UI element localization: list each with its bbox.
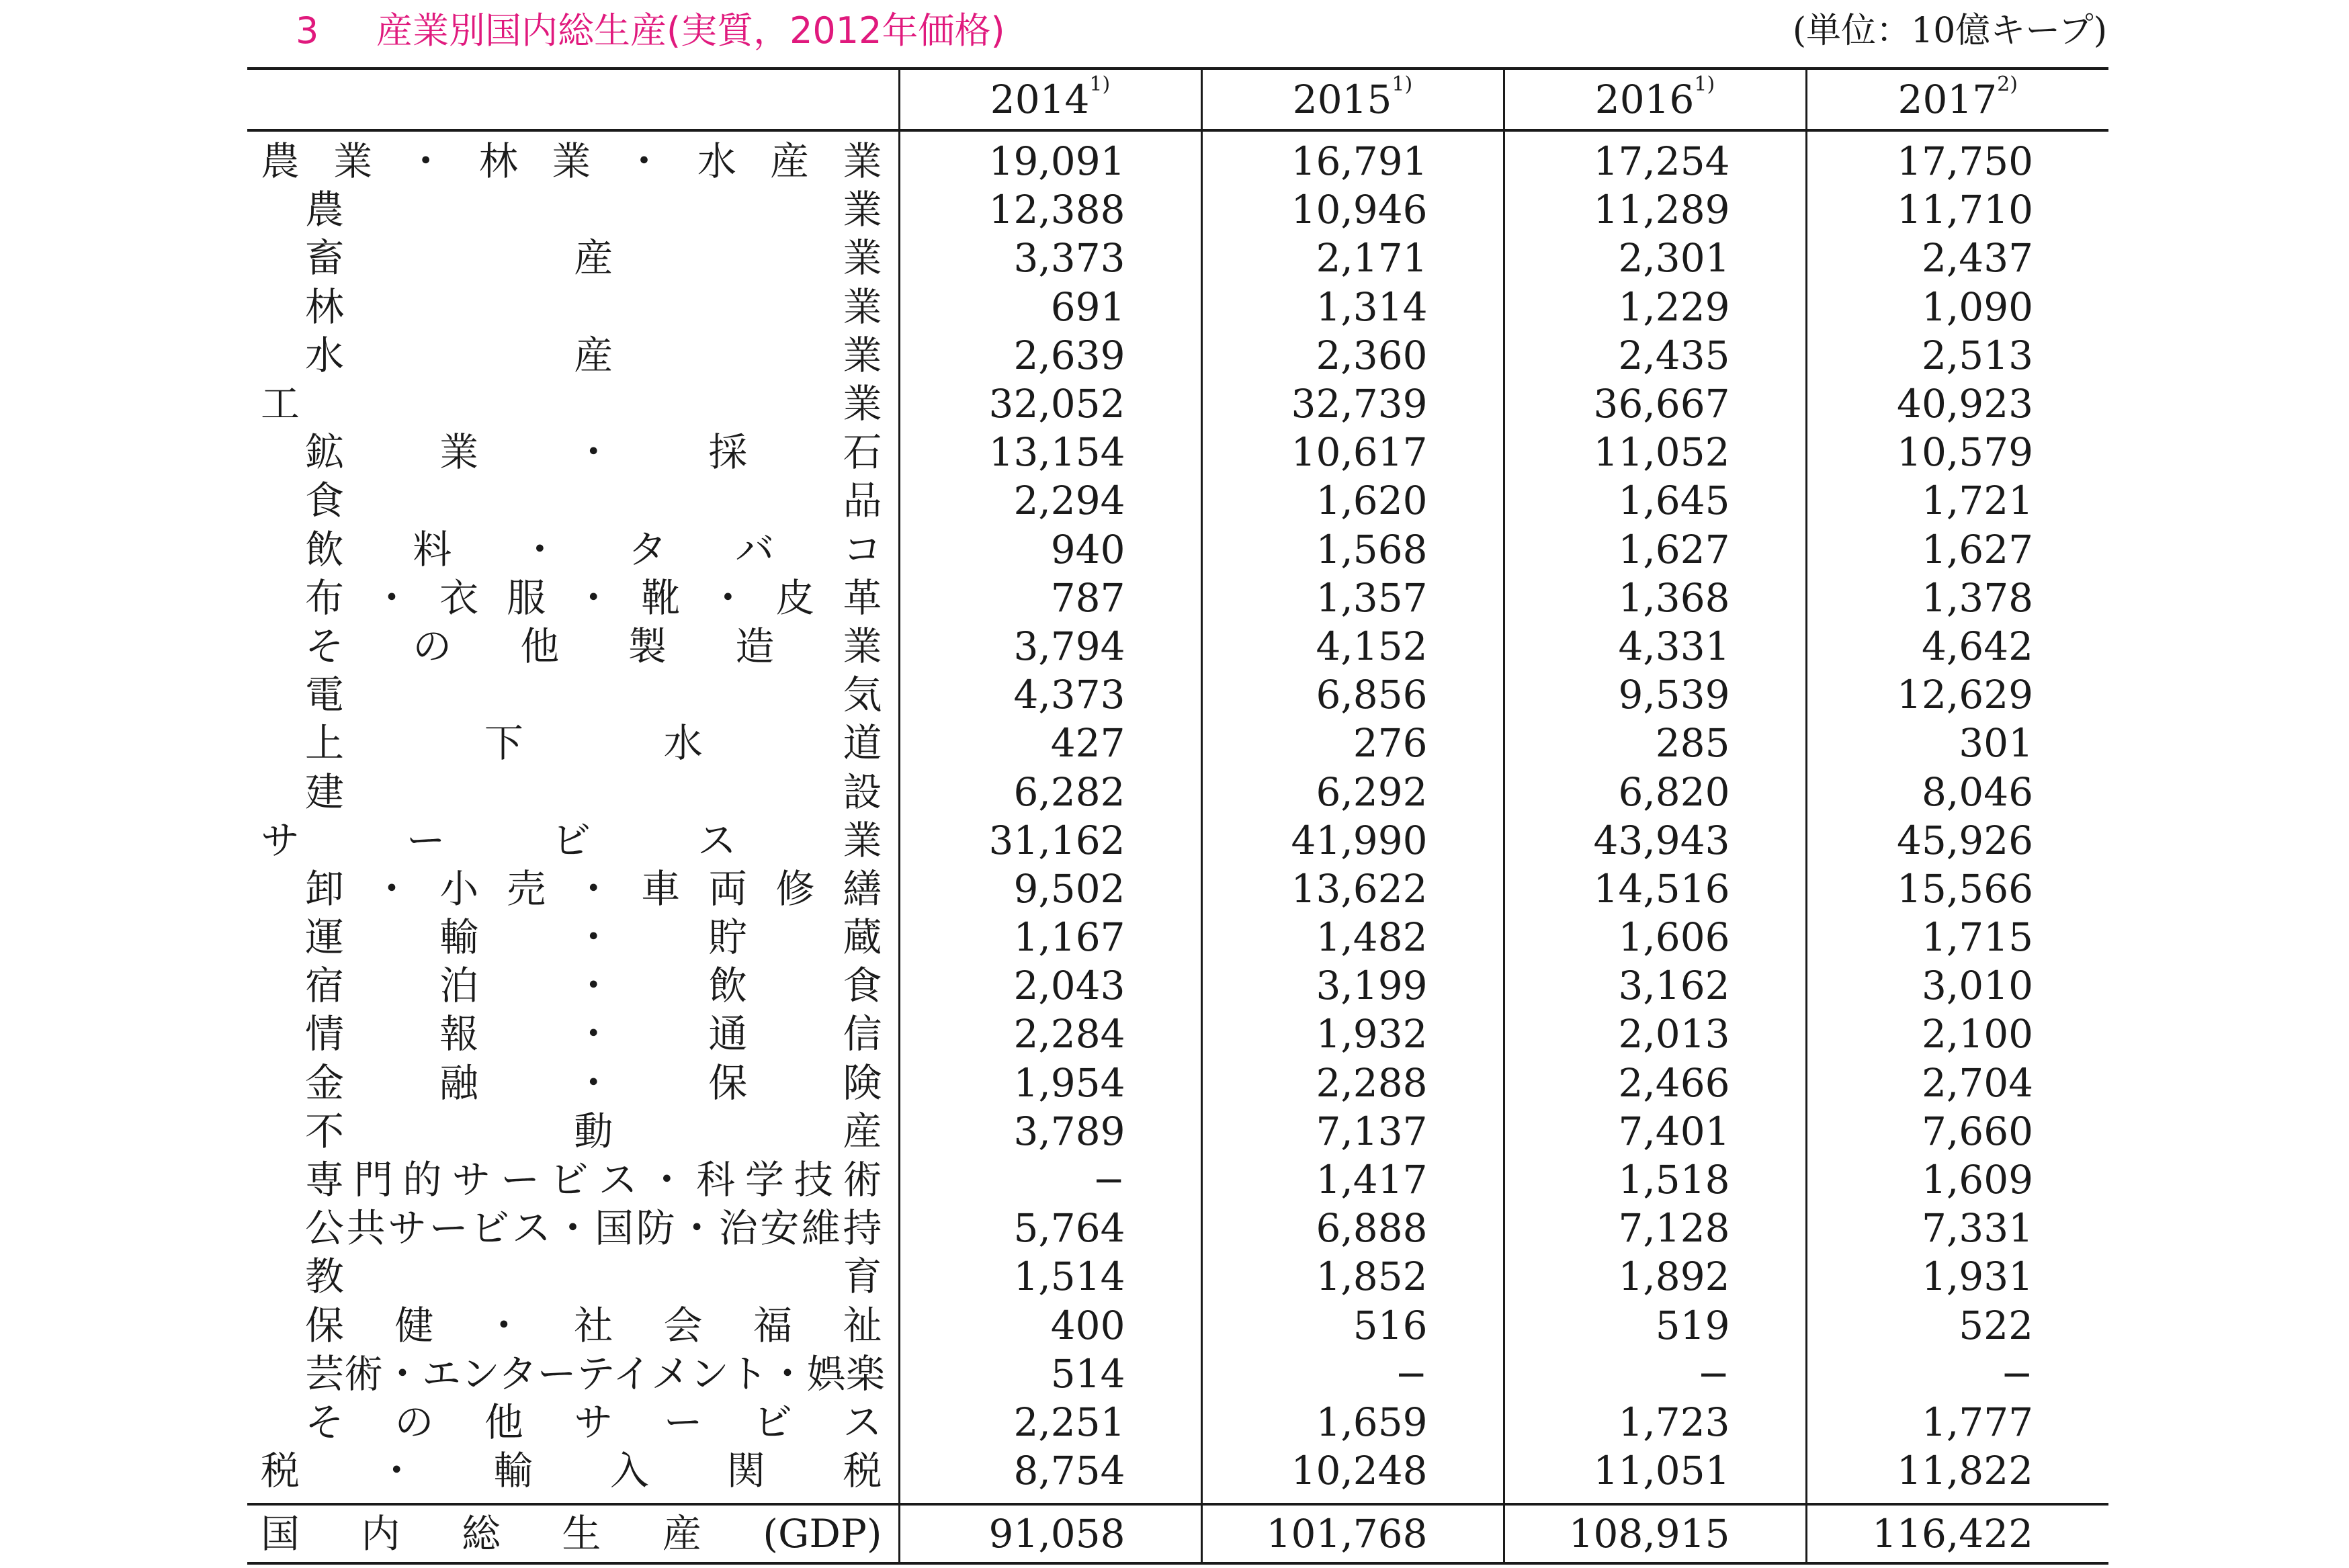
- row-value: 10,617: [1201, 428, 1504, 476]
- row-value: 41,990: [1201, 816, 1504, 865]
- table-row: [247, 428, 2108, 476]
- row-value: 91,058: [899, 1504, 1201, 1563]
- row-value: 108,915: [1504, 1504, 1806, 1563]
- table-row: [247, 283, 2108, 331]
- row-label: 卸・小売・車両修繕: [305, 865, 882, 912]
- row-value: 4,373: [899, 670, 1201, 719]
- row-value: 11,052: [1504, 428, 1806, 476]
- row-value: 16,791: [1201, 130, 1504, 185]
- row-label: 保健・社会福祉: [305, 1302, 882, 1348]
- gdp-by-industry-table: [247, 67, 2108, 1565]
- row-value: 1,932: [1201, 1010, 1504, 1058]
- row-value: −: [899, 1156, 1201, 1204]
- row-value: 1,378: [1806, 574, 2108, 622]
- row-value: 32,052: [899, 380, 1201, 428]
- row-value: 6,292: [1201, 767, 1504, 816]
- row-value: 2,301: [1504, 234, 1806, 282]
- unit-label: (単位：10億キープ): [1792, 11, 2107, 51]
- row-value: 11,710: [1806, 185, 2108, 234]
- row-label: 専門的サービス・科学技術: [305, 1157, 882, 1203]
- row-value: 43,943: [1504, 816, 1806, 865]
- row-label: 芸術・エンターテイメント・娯楽: [305, 1350, 886, 1397]
- row-value: 2,437: [1806, 234, 2108, 282]
- row-value: 8,754: [899, 1446, 1201, 1504]
- row-label: 農業: [305, 187, 882, 233]
- row-value: 17,254: [1504, 130, 1806, 185]
- table-row: [247, 525, 2108, 574]
- row-value: 4,642: [1806, 622, 2108, 670]
- row-label: 飲料・タバコ: [305, 526, 882, 572]
- table-row: [247, 961, 2108, 1010]
- row-value: 514: [899, 1350, 1201, 1398]
- header-year: 2014$^{1)}$: [899, 69, 1201, 130]
- row-value: 11,822: [1806, 1446, 2108, 1504]
- row-value: 1,721: [1806, 476, 2108, 525]
- row-label: 電気: [305, 672, 882, 718]
- row-value: 1,167: [899, 913, 1201, 961]
- row-value: 1,482: [1201, 913, 1504, 961]
- row-value: 6,282: [899, 767, 1201, 816]
- row-value: 276: [1201, 719, 1504, 767]
- table-row: [247, 1301, 2108, 1350]
- table-row: [247, 1059, 2108, 1107]
- row-value: 12,629: [1806, 670, 2108, 719]
- table-body: [247, 130, 2108, 1563]
- row-label: 水産業: [305, 332, 882, 378]
- table-row: [247, 622, 2108, 670]
- row-value: 1,518: [1504, 1156, 1806, 1204]
- table-row: [247, 574, 2108, 622]
- row-value: 116,422: [1806, 1504, 2108, 1563]
- row-value: 2,435: [1504, 331, 1806, 380]
- row-value: 7,331: [1806, 1204, 2108, 1252]
- row-value: 7,128: [1504, 1204, 1806, 1252]
- row-value: 3,373: [899, 234, 1201, 282]
- total-row: [247, 1504, 2108, 1563]
- row-value: 1,514: [899, 1252, 1201, 1301]
- row-value: 2,466: [1504, 1059, 1806, 1107]
- row-value: 5,764: [899, 1204, 1201, 1252]
- row-value: 13,154: [899, 428, 1201, 476]
- row-value: 1,659: [1201, 1398, 1504, 1446]
- row-value: 40,923: [1806, 380, 2108, 428]
- row-label: サービス業: [261, 817, 882, 863]
- row-value: 1,229: [1504, 283, 1806, 331]
- header-year: 2017$^{2)}$: [1806, 69, 2108, 130]
- row-value: 3,789: [899, 1107, 1201, 1156]
- row-value: 8,046: [1806, 767, 2108, 816]
- row-value: 32,739: [1201, 380, 1504, 428]
- footnote-mark: 1): [1694, 73, 1715, 96]
- row-label: 税・輸入関税: [261, 1448, 882, 1494]
- row-value: 19,091: [899, 130, 1201, 185]
- row-value: 45,926: [1806, 816, 2108, 865]
- row-value: 4,152: [1201, 622, 1504, 670]
- footnote-mark: 2): [1997, 73, 2018, 96]
- table-row: [247, 476, 2108, 525]
- row-value: 3,199: [1201, 961, 1504, 1010]
- row-value: 1,954: [899, 1059, 1201, 1107]
- row-label: 不動産: [305, 1108, 882, 1154]
- row-value: 2,043: [899, 961, 1201, 1010]
- row-value: 1,931: [1806, 1252, 2108, 1301]
- row-label: 鉱業・採石: [305, 429, 882, 476]
- header-row: [247, 69, 2108, 130]
- table-row: [247, 380, 2108, 428]
- table-row: [247, 865, 2108, 913]
- row-label: 金融・保険: [305, 1059, 882, 1106]
- row-value: 9,539: [1504, 670, 1806, 719]
- row-value: 787: [899, 574, 1201, 622]
- row-value: 14,516: [1504, 865, 1806, 913]
- table-row: [247, 1107, 2108, 1156]
- table-row: [247, 1252, 2108, 1301]
- row-value: 1,852: [1201, 1252, 1504, 1301]
- row-value: 31,162: [899, 816, 1201, 865]
- row-value: 10,946: [1201, 185, 1504, 234]
- row-value: 36,667: [1504, 380, 1806, 428]
- row-label: 国内総生産(GDP): [247, 1504, 899, 1563]
- table-row: [247, 1010, 2108, 1058]
- table-row: [247, 1446, 2108, 1504]
- row-value: 519: [1504, 1301, 1806, 1350]
- table-row: [247, 130, 2108, 185]
- row-value: 1,417: [1201, 1156, 1504, 1204]
- row-value: 6,820: [1504, 767, 1806, 816]
- row-value: 1,715: [1806, 913, 2108, 961]
- row-value: 301: [1806, 719, 2108, 767]
- row-value: 1,723: [1504, 1398, 1806, 1446]
- row-label: 教育: [305, 1254, 882, 1300]
- table-row: [247, 913, 2108, 961]
- table-row: [247, 331, 2108, 380]
- row-value: 516: [1201, 1301, 1504, 1350]
- row-value: 1,609: [1806, 1156, 2108, 1204]
- row-value: 2,284: [899, 1010, 1201, 1058]
- row-value: 2,639: [899, 331, 1201, 380]
- row-value: 7,401: [1504, 1107, 1806, 1156]
- row-value: 1,645: [1504, 476, 1806, 525]
- row-value: 522: [1806, 1301, 2108, 1350]
- table-title-text: 産業別国内総生産(実質，2012年価格): [376, 9, 1005, 52]
- row-value: 400: [899, 1301, 1201, 1350]
- row-value: 7,660: [1806, 1107, 2108, 1156]
- row-value: 1,627: [1806, 525, 2108, 574]
- header-year: 2016$^{1)}$: [1504, 69, 1806, 130]
- row-label: 建設: [305, 769, 882, 815]
- footnote-mark: 1): [1392, 73, 1413, 96]
- table-row: [247, 719, 2108, 767]
- row-label: 農業・林業・水産業: [261, 138, 882, 185]
- row-value: 2,100: [1806, 1010, 2108, 1058]
- row-label: 食品: [305, 478, 882, 524]
- row-label: 公共サービス・国防・治安維持: [305, 1205, 882, 1252]
- row-value: 2,171: [1201, 234, 1504, 282]
- row-label: 情報・通信: [305, 1011, 882, 1057]
- table-row: [247, 185, 2108, 234]
- row-value: 1,777: [1806, 1398, 2108, 1446]
- table-row: [247, 1204, 2108, 1252]
- table-row: [247, 1156, 2108, 1204]
- row-value: −: [1806, 1350, 2108, 1398]
- table-number: 3: [296, 9, 319, 52]
- row-value: 1,357: [1201, 574, 1504, 622]
- row-value: 17,750: [1806, 130, 2108, 185]
- row-value: 12,388: [899, 185, 1201, 234]
- row-value: 10,579: [1806, 428, 2108, 476]
- row-value: 285: [1504, 719, 1806, 767]
- row-label: 工業: [261, 381, 882, 427]
- row-value: 691: [899, 283, 1201, 331]
- row-value: 11,289: [1504, 185, 1806, 234]
- table-row: [247, 234, 2108, 282]
- row-value: 3,794: [899, 622, 1201, 670]
- row-value: 2,704: [1806, 1059, 2108, 1107]
- row-label: 畜産業: [305, 235, 882, 281]
- row-value: 3,162: [1504, 961, 1806, 1010]
- row-label: その他サービス: [305, 1399, 882, 1445]
- row-value: −: [1504, 1350, 1806, 1398]
- row-value: 4,331: [1504, 622, 1806, 670]
- footnote-mark: 1): [1089, 73, 1111, 96]
- row-value: 1,892: [1504, 1252, 1806, 1301]
- table-row: [247, 670, 2108, 719]
- row-value: 2,513: [1806, 331, 2108, 380]
- row-value: 11,051: [1504, 1446, 1806, 1504]
- row-value: 427: [899, 719, 1201, 767]
- header-label-cell: [247, 69, 899, 130]
- row-value: 1,627: [1504, 525, 1806, 574]
- row-label: 宿泊・飲食: [305, 963, 882, 1009]
- row-value: 940: [899, 525, 1201, 574]
- row-value: 7,137: [1201, 1107, 1504, 1156]
- row-value: 1,606: [1504, 913, 1806, 961]
- row-value: 2,251: [899, 1398, 1201, 1446]
- row-value: 2,013: [1504, 1010, 1806, 1058]
- row-value: 2,294: [899, 476, 1201, 525]
- row-label: その他製造業: [305, 623, 882, 669]
- table-row: [247, 1350, 2108, 1398]
- header-year: 2015$^{1)}$: [1201, 69, 1504, 130]
- row-value: 6,888: [1201, 1204, 1504, 1252]
- table-title: [296, 4, 1005, 58]
- row-value: 2,360: [1201, 331, 1504, 380]
- row-label: 上下水道: [305, 720, 882, 767]
- row-value: 101,768: [1201, 1504, 1504, 1563]
- row-label: 運輸・貯蔵: [305, 914, 882, 961]
- row-label: 林業: [305, 284, 882, 330]
- table-row: [247, 767, 2108, 816]
- table-row: [247, 816, 2108, 865]
- row-value: 13,622: [1201, 865, 1504, 913]
- row-value: 2,288: [1201, 1059, 1504, 1107]
- row-value: 9,502: [899, 865, 1201, 913]
- table-row: [247, 1398, 2108, 1446]
- row-value: 15,566: [1806, 865, 2108, 913]
- row-value: 1,568: [1201, 525, 1504, 574]
- row-value: 1,620: [1201, 476, 1504, 525]
- row-value: 1,314: [1201, 283, 1504, 331]
- row-value: 1,368: [1504, 574, 1806, 622]
- row-value: −: [1201, 1350, 1504, 1398]
- row-label: 布・衣服・靴・皮革: [305, 574, 882, 621]
- row-value: 1,090: [1806, 283, 2108, 331]
- row-value: 10,248: [1201, 1446, 1504, 1504]
- row-value: 3,010: [1806, 961, 2108, 1010]
- row-value: 6,856: [1201, 670, 1504, 719]
